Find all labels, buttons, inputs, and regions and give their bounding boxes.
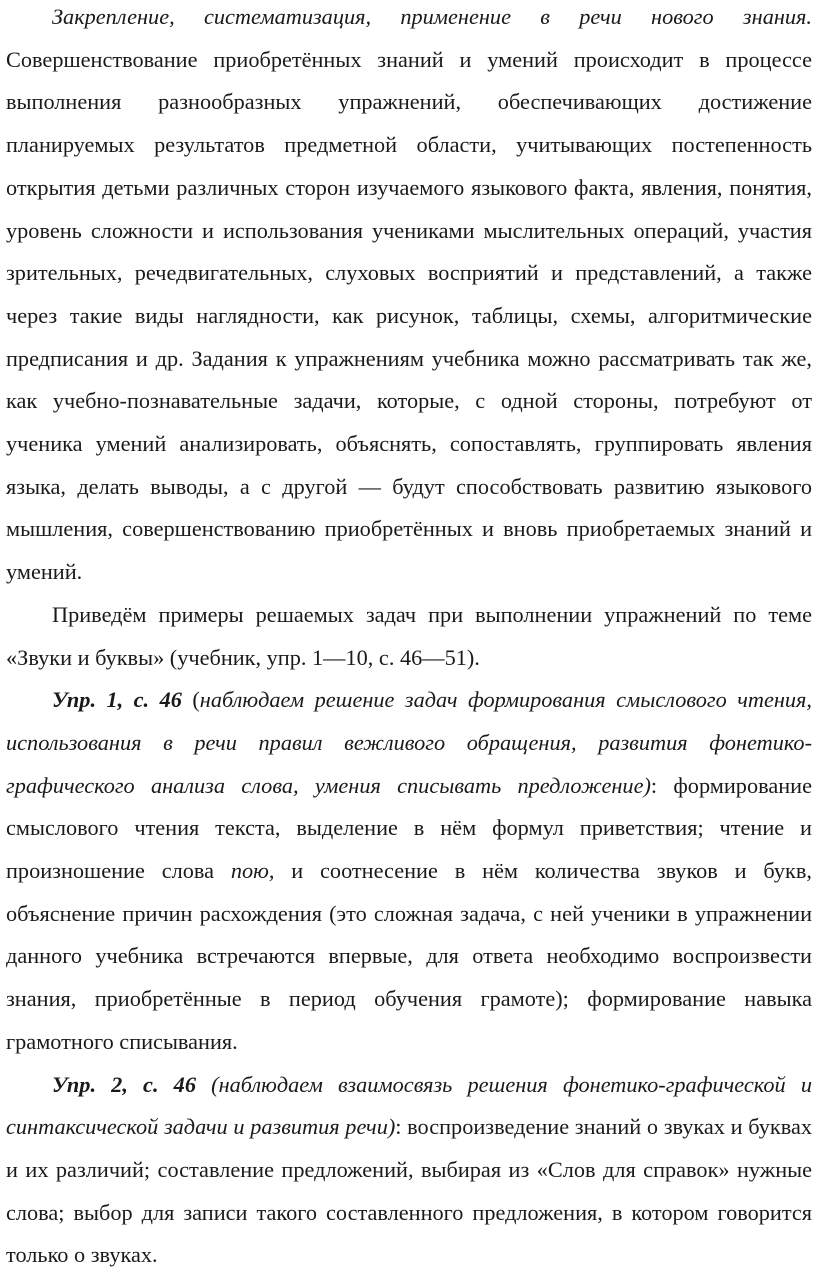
exercise-reference: Упр. 2, с. 46 xyxy=(52,1071,196,1097)
exercise-note: (наблюдаем взаимосвязь решения фонетико-графической и синтаксической задачи и развития речи) xyxy=(6,1071,812,1140)
paragraph-text: Совершенствование приобретённых знаний и умений происходит в процессе выполнения разнообразных упражнений, обеспечивающих достижение планируемых результатов предметной области, учитывающих постепенность открытия детьми различных сторон изучаемого языкового факта, явления, понятия, уровень сложности и использования учениками мыслительных операций, участия зрительных, речедвигательных, слуховых восприятий и представлений, а также через такие виды наглядности, как рисунок, таблицы, схемы, алгоритмические предписания и др. Задания к упражнениям учебника можно рассматривать так же, как учебно-познавательные задачи, которые, с одной стороны, потребуют от ученика умений анализировать, объяснять, сопоставлять, группировать явления языка, делать выводы, а с другой — будут способствовать развитию языкового мышления, совершенствованию приобретённых и вновь приобретаемых знаний и умений. xyxy=(6,46,812,585)
exercise-note: наблюдаем решение задач формирования смыслового чтения, использования в речи правил вежливого обращения, развития фонетико-графического анализа слова, умения списывать предложение) xyxy=(6,687,812,798)
paragraph-consolidation xyxy=(6,0,812,594)
open-paren: ( xyxy=(181,687,200,713)
paragraph-text-continued: и соотнесение в нём количества звуков и букв, объяснение причин расхождения (это сложная задача, с ней ученики в упражнении данного учебника встречаются впервые, для ответа необходимо воспроизвести знания, приобретённые в период обучения грамоте); формирование навыка грамотного списывания. xyxy=(6,858,812,1054)
paragraph-text: : формирование смыслового чтения текста, выделение в нём формул приветствия; чтение и произношение слова xyxy=(6,772,812,884)
paragraph-exercise-2 xyxy=(6,1064,812,1277)
paragraph-text: : воспроизведение знаний о звуках и буквах и их различий; составление предложений, выбирая из «Слов для справок» нужные слова; выбор для записи такого составленного предложения, в котором говорится только о звуках. xyxy=(6,1114,812,1268)
example-word: пою, xyxy=(230,858,275,884)
paragraph-exercise-1 xyxy=(6,679,812,1063)
paragraph-examples-intro xyxy=(6,594,812,679)
paragraph-text: Приведём примеры решаемых задач при выполнении упражнений по теме «Звуки и буквы» (учебник, упр. 1—10, с. 46—51). xyxy=(6,601,812,670)
exercise-reference: Упр. 1, с. 46 xyxy=(52,687,182,713)
paragraph-heading: Закрепление, систематизация, применение в речи нового знания. xyxy=(52,4,812,29)
